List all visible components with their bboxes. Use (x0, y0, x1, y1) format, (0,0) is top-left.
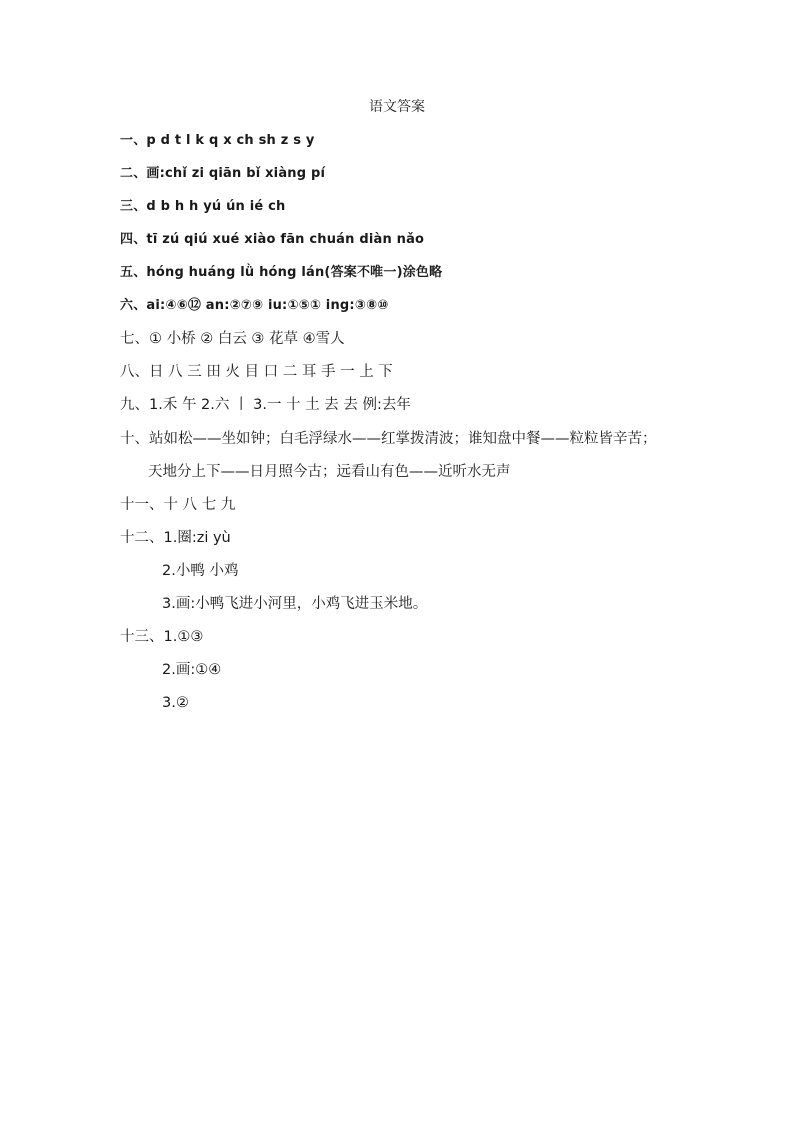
page-title: 语文答案 (369, 99, 425, 115)
answer-line-2: 二、画:chǐ zi qiān bǐ xiàng pí (120, 166, 326, 181)
answer-line-8: 八、日 八 三 田 火 目 口 二 耳 手 一 上 下 (120, 364, 393, 380)
answer-line-12-2: 2.小鸭 小鸡 (162, 563, 239, 579)
answer-line-1: 一、p d t l k q x ch sh z s y (120, 133, 315, 148)
answer-line-13-3: 3.② (162, 695, 189, 711)
answer-line-11: 十一、十 八 七 九 (120, 497, 236, 513)
answer-line-5: 五、hóng huáng lǜ hóng lán(答案不唯一)涂色略 (120, 265, 443, 280)
answer-line-3: 三、d b h h yú ún ié ch (120, 199, 286, 214)
answer-line-6: 六、ai:④⑥⑫ an:②⑦⑨ iu:①⑤① ing:③⑧⑩ (120, 298, 389, 313)
answer-line-9: 九、1.禾 午 2.六 丨 3.一 十 土 去 去 例:去年 (120, 397, 411, 413)
answer-line-10b: 天地分上下——日月照今古；远看山有色——近听水无声 (148, 464, 511, 480)
answer-line-12-1: 十二、1.圈:zi yù (120, 530, 231, 546)
answer-line-7: 七、① 小桥 ② 白云 ③ 花草 ④雪人 (120, 331, 345, 347)
answer-line-4: 四、tī zú qiú xué xiào fān chuán diàn nǎo (120, 232, 425, 247)
answer-line-13-1: 十三、1.①③ (120, 629, 204, 645)
answer-line-10a: 十、站如松——坐如钟；白毛浮绿水——红掌拨清波；谁知盘中餐——粒粒皆辛苦； (120, 431, 657, 447)
answer-line-12-3: 3.画:小鸭飞进小河里，小鸡飞进玉米地。 (162, 596, 428, 612)
answer-line-13-2: 2.画:①④ (162, 662, 222, 678)
